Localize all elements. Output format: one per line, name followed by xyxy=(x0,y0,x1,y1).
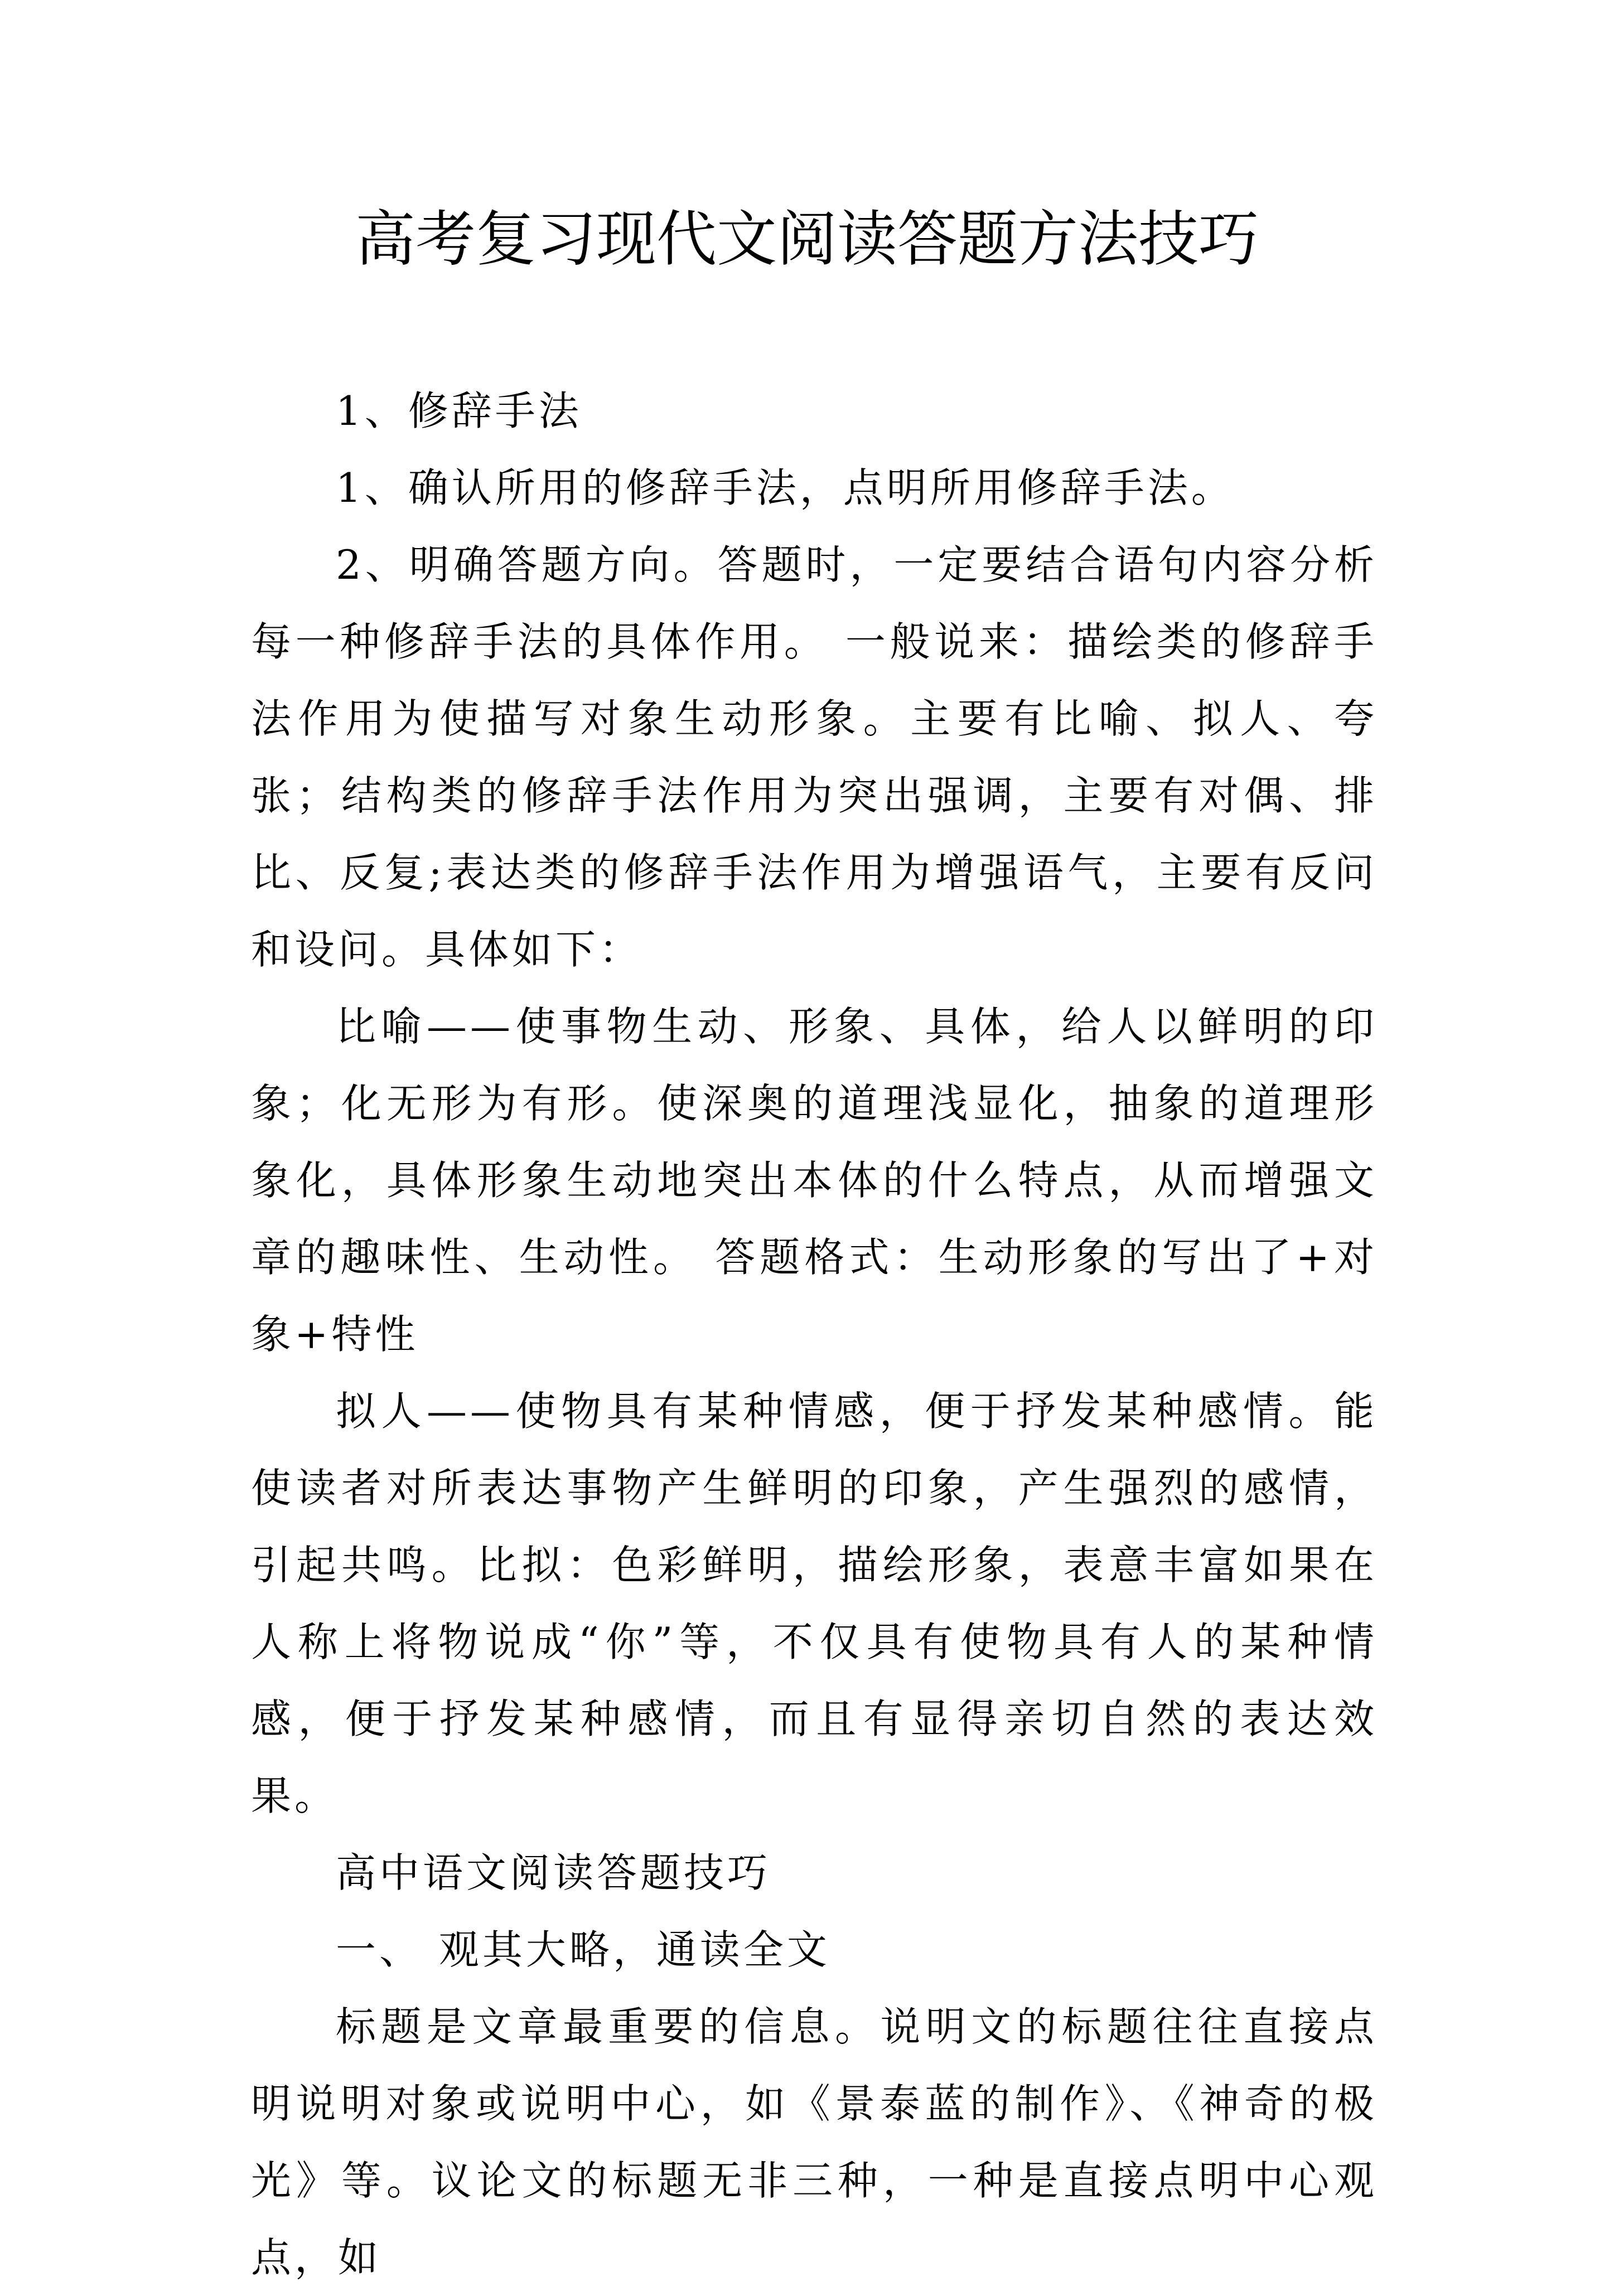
paragraph-metaphor: 比喻——使事物生动、形象、具体，给人以鲜明的印象；化无形为有形。使深奥的道理浅显化，抽象的道理形象化，具体形象生动地突出本体的什么特点，从而增强文章的趣味性、生动性。 答题格式：生动形象的写出了+对象+特性 xyxy=(251,1003,1378,1358)
document-body xyxy=(251,372,1378,2296)
paragraph-title-importance: 标题是文章最重要的信息。说明文的标题往往直接点明说明对象或说明中心，如《景泰蓝的制作》、《神奇的极光》等。议论文的标题无非三种，一种是直接点明中心观点，如 xyxy=(251,2003,1378,2281)
paragraph-identify-device: 1、确认所用的修辞手法，点明所用修辞手法。 xyxy=(336,464,1235,511)
page-title: 高考复习现代文阅读答题方法技巧 xyxy=(355,205,1259,274)
paragraph-answer-direction: 2、明确答题方向。答题时，一定要结合语句内容分析每一种修辞手法的具体作用。 一般说来：描绘类的修辞手法作用为使描写对象生动形象。主要有比喻、拟人、夸张；结构类的修辞手法作用为突出强调，主要有对偶、排比、反复;表达类的修辞手法作用为增强语气，主要有反问和设问。具体如下： xyxy=(251,541,1378,973)
section-heading-reading-skills: 高中语文阅读答题技巧 xyxy=(336,1849,771,1896)
section-heading-rhetoric: 1、修辞手法 xyxy=(336,387,582,434)
paragraph-personification: 拟人——使物具有某种情感，便于抒发某种感情。能使读者对所表达事物产生鲜明的印象，产生强烈的感情，引起共鸣。比拟：色彩鲜明，描绘形象，表意丰富如果在人称上将物说成“你”等，不仅具有使物具有人的某种情感，便于抒发某种感情，而且有显得亲切自然的表达效果。 xyxy=(251,1388,1378,1819)
subsection-heading-overview: 一、 观其大略，通读全文 xyxy=(336,1926,830,1973)
